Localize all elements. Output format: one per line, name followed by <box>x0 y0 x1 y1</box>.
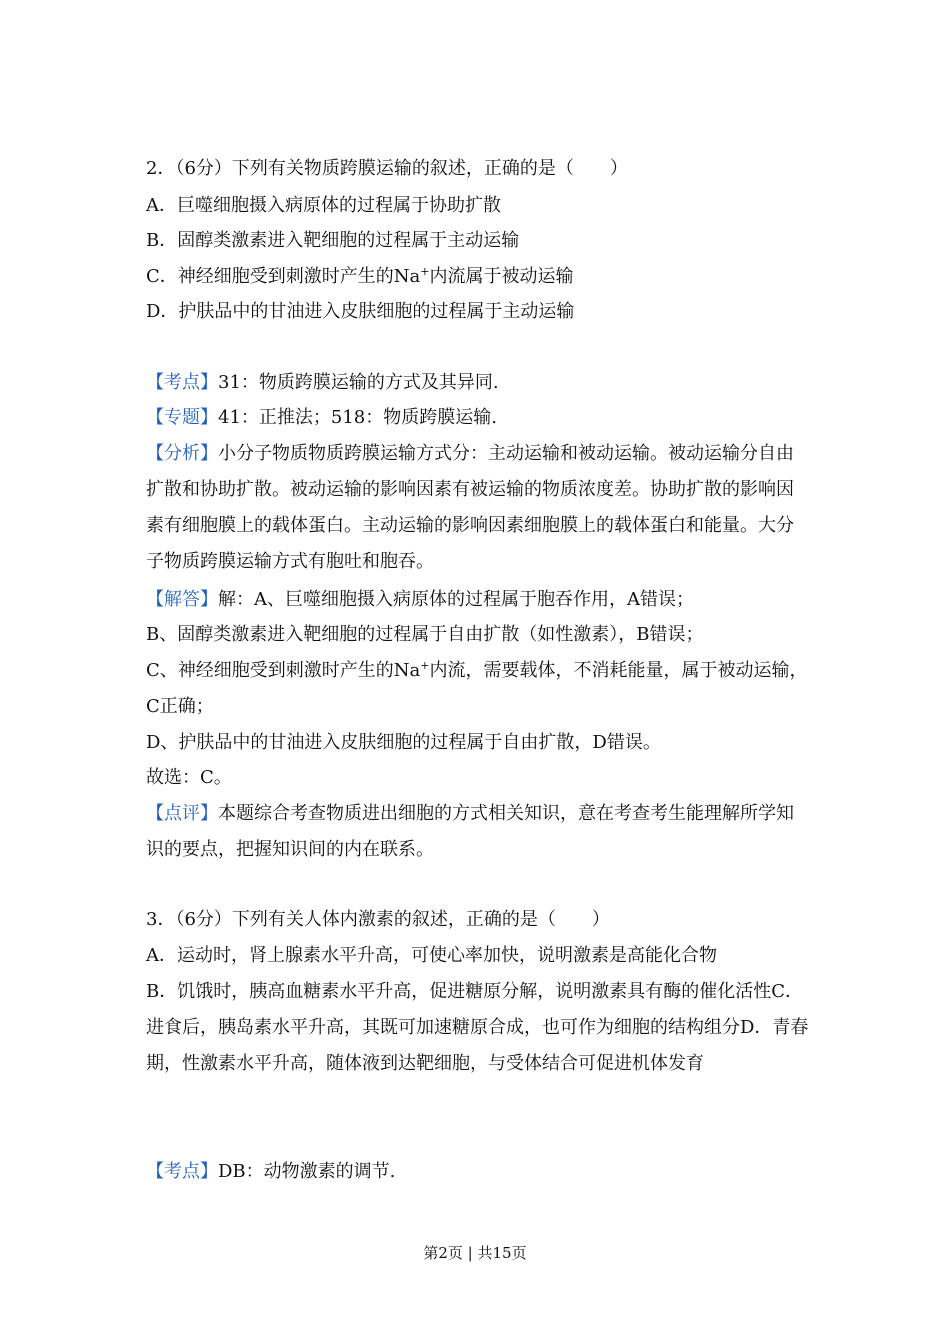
kaodian-tag: 【考点】 <box>146 1161 218 1182</box>
page-footer: 第2页 | 共15页 <box>423 1244 527 1262</box>
question-2-zhuanti: 【专题】41：正推法；518：物质跨膜运输. <box>146 407 497 428</box>
question-2-jieda-c: C、神经细胞受到刺激时产生的Na+内流，需要载体，不消耗能量，属于被动运输，C正确； <box>146 659 808 717</box>
question-2-option-d: D．护肤品中的甘油进入皮肤细胞的过程属于主动运输 <box>146 301 575 322</box>
fenxi-tag: 【分析】 <box>146 443 218 464</box>
zhuanti-tag: 【专题】 <box>146 407 218 428</box>
question-2-option-c: C．神经细胞受到刺激时产生的Na+内流属于被动运输 <box>146 265 574 287</box>
question-2-jieda-d: D、护肤品中的甘油进入皮肤细胞的过程属于自由扩散，D错误。 <box>146 732 661 753</box>
jieda-tag: 【解答】 <box>146 589 218 610</box>
question-2-jieda-a: 【解答】解：A、巨噬细胞摄入病原体的过程属于胞吞作用，A错误； <box>146 589 694 610</box>
question-2-option-b: B．固醇类激素进入靶细胞的过程属于主动运输 <box>146 230 520 251</box>
question-2-dianping: 【点评】本题综合考查物质进出细胞的方式相关知识，意在考查考生能理解所学知识的要点，把握知识间的内在联系。 <box>146 803 794 860</box>
question-2-stem: 2．（6分）下列有关物质跨膜运输的叙述，正确的是（ ） <box>146 158 628 179</box>
question-2-jieda-b: B、固醇类激素进入靶细胞的过程属于自由扩散（如性激素），B错误； <box>146 624 704 645</box>
question-2-kaodian: 【考点】31：物质跨膜运输的方式及其异同. <box>146 372 499 393</box>
question-2-fenxi: 【分析】小分子物质物质跨膜运输方式分：主动运输和被动运输。被动运输分自由扩散和协助扩散。被动运输的影响因素有被运输的物质浓度差。协助扩散的影响因素有细胞膜上的载体蛋白。主动运输的影响因素细胞膜上的载体蛋白和能量。大分子物质跨膜运输方式有胞吐和胞吞。 <box>146 443 794 572</box>
question-2-option-a: A．巨噬细胞摄入病原体的过程属于协助扩散 <box>146 195 501 216</box>
question-3-kaodian: 【考点】DB：动物激素的调节. <box>146 1161 396 1182</box>
question-3-options-bcd: B．饥饿时，胰高血糖素水平升高，促进糖原分解，说明激素具有酶的催化活性C．进食后，胰岛素水平升高，其既可加速糖原合成，也可作为细胞的结构组分D．青春期，性激素水平升高，随体液到达靶细胞，与受体结合可促进机体发育 <box>146 981 809 1074</box>
question-3-option-a: A．运动时，肾上腺素水平升高，可使心率加快，说明激素是高能化合物 <box>146 945 717 966</box>
dianping-tag: 【点评】 <box>146 803 218 824</box>
kaodian-tag: 【考点】 <box>146 372 218 393</box>
question-3-stem: 3．（6分）下列有关人体内激素的叙述，正确的是（ ） <box>146 909 610 930</box>
question-2-answer: 故选：C。 <box>146 767 232 788</box>
